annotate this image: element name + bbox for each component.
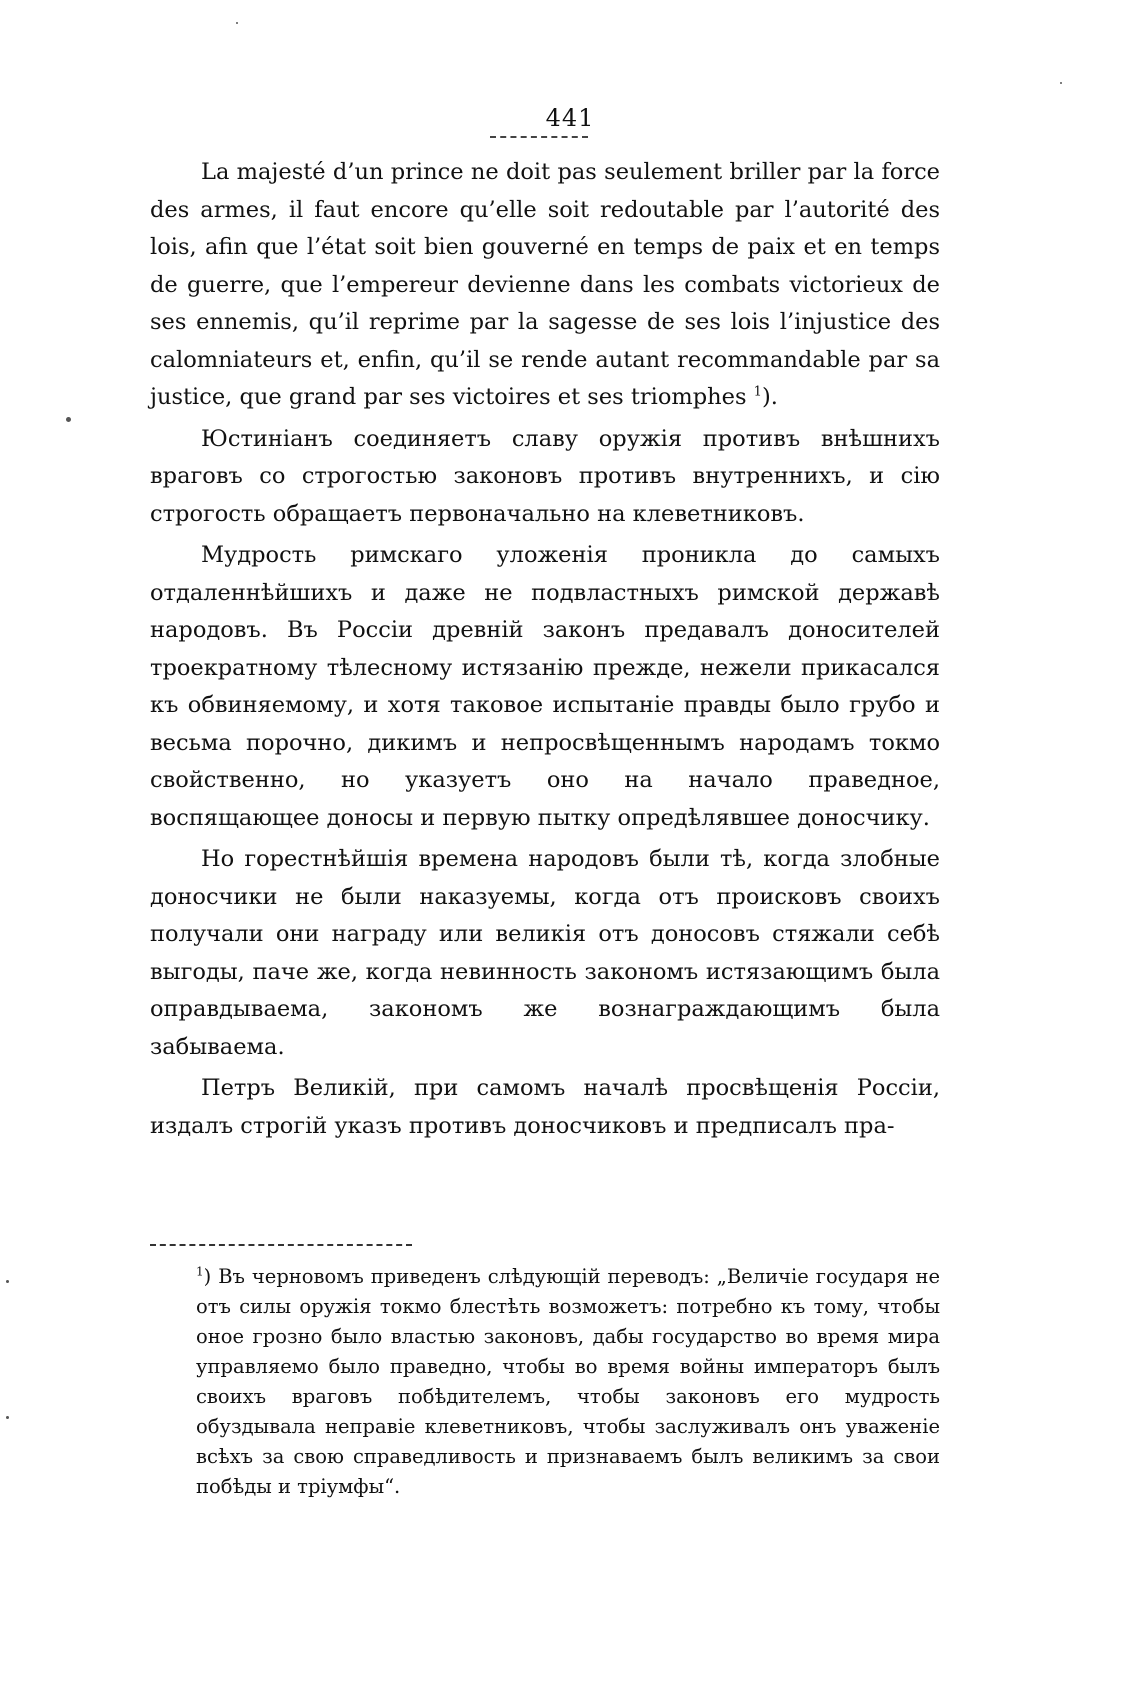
scan-speck [6,1416,9,1419]
paragraph-5: Петръ Великій, при самомъ началѣ просвѣщенія Россіи, издалъ строгій указъ противъ доносчиковъ и предписалъ пра- [150,1075,940,1139]
scan-speck [236,22,238,24]
page-number-rule [490,136,588,138]
footnote-text: Въ черновомъ приведенъ слѣдующій переводъ: „Величіе государя не отъ силы оружія токмо блестѣть возможетъ: потребно къ тому, чтобы оное грозно было властью законовъ, дабы государство во время мира управляемо было праведно, чтобы во время войны императоръ былъ своихъ враговъ побѣдителемъ, чтобы законовъ его мудрость обуздывала неправіе клеветниковъ, чтобы заслуживалъ онъ уваженіе всѣхъ за свою справедливость и признаваемъ былъ великимъ за свои побѣды и тріумфы“. [196,1265,940,1498]
footnote-number: 1 [196,1264,204,1279]
paragraph-3: Мудрость римскаго уложенія проникла до самыхъ отдаленнѣйшихъ и даже не подвластныхъ римской державѣ народовъ. Въ Россіи древній законъ предавалъ доносителей троекратному тѣлесному истязанію прежде, нежели прикасался къ обвиняемому, и хотя таковое испытаніе правды было грубо и весьма порочно, дикимъ и непросвѣщеннымъ народамъ токмо свойственно, но указуетъ оно на начало праведное, воспящающее доносы и первую пытку опредѣлявшее доносчику. [150,542,940,831]
scan-speck [1060,82,1062,84]
paragraph-french-quote-text: La majesté d’un prince ne doit pas seulement briller par la force des armes, il faut encore qu’elle soit redoutable par l’autorité des lois, afin que l’état soit bien gouverné en temps de paix et en temps de guerre, que l’empereur devienne dans les combats victorieux de ses ennemis, qu’il reprime par la sagesse de ses lois l’injustice des calomniateurs et, enfin, qu’il se rende autant recommandable par sa justice, que grand par ses victoires et ses triomphes [150,159,940,410]
footnote: $^1$) Въ черновомъ приведенъ слѣдующій переводъ: „Величіе государя не отъ силы оружія токмо блестѣть возможетъ: потребно къ тому, чтобы оное грозно было властью законовъ, дабы государство во время мира управляемо было праведно, чтобы во время войны императоръ былъ своихъ враговъ побѣдителемъ, чтобы законовъ его мудрость обуздывала неправіе клеветниковъ, чтобы заслуживалъ онъ уваженіе всѣхъ за свою справедливость и признаваемъ былъ великимъ за свои побѣды и тріумфы“. [196,1264,940,1498]
footnote-reference: 1 [753,384,762,400]
scan-speck [6,1280,9,1283]
page-number: 441 [545,104,595,132]
scan-speck [66,417,71,422]
paragraph-2: Юстиніанъ соединяетъ славу оружія противъ внѣшнихъ враговъ со строгостью законовъ противъ внутреннихъ, и сію строгость обращаетъ первоначально на клеветниковъ. [150,425,940,527]
paragraph-french-quote: La majesté d’un prince ne doit pas seulement briller par la force des armes, il faut encore qu’elle soit redoutable par l’autorité des lois, afin que l’état soit bien gouverné en temps de paix et en temps de guerre, que l’empereur devienne dans les combats victorieux de ses ennemis, qu’il reprime par la sagesse de ses lois l’injustice des calomniateurs et, enfin, qu’il se rende autant recommandable par sa justice, que grand par ses victoires et ses triomphes $^1$). [150,159,940,410]
footnote-separator [150,1244,412,1246]
main-text [150,154,940,1145]
paragraph-4: Но горестнѣйшія времена народовъ были тѣ, когда злобные доносчики не были наказуемы, когда отъ происковъ своихъ получали они награду или великія отъ доносовъ стяжали себѣ выгоды, паче же, когда невинность закономъ истязающимъ была оправдываема, закономъ же вознаграждающимъ была забываема. [150,846,940,1060]
